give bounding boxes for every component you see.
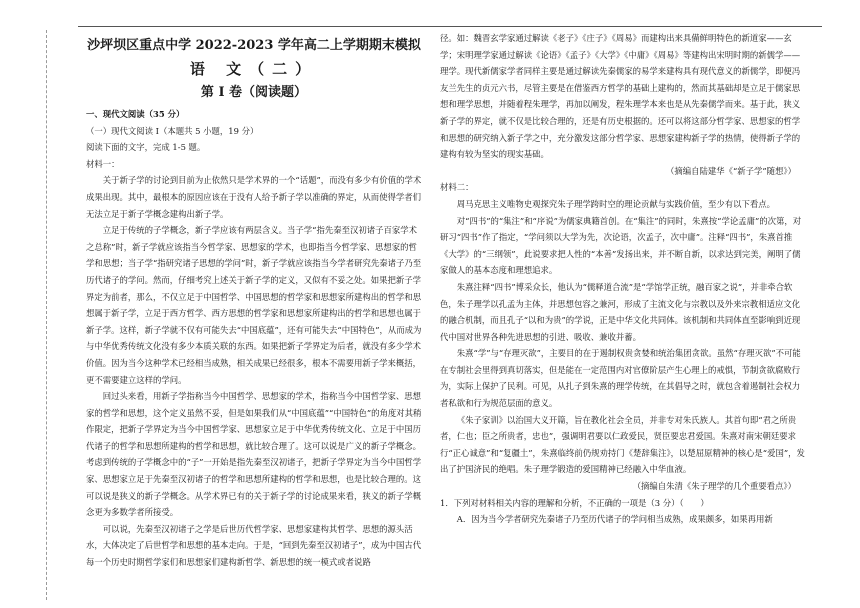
gutter-text xyxy=(6,40,40,580)
paragraph: 可以说，先秦至汉初诸子之学是后世历代哲学家、思想家建构其哲学、思想的源头活水，大体决定了后世哲学和思想的基本走向。于是，“回到先秦至汉初诸子”，成为中国古代每一个历史时期哲学家们和思想家们建构新哲学、新思想的统一模式或者说路 xyxy=(86,523,422,568)
paragraph: 对“四书”的“集注”和“序说”为儒家典籍首创。在“集注”的同时，朱熹按“学论孟庸”的次第，对研习“四书”作了指定，“学问须以大学为先，次论语，次孟子，次中庸”。注释“四书”，朱熹首推《大学》的“三纲领”，此说要求把人性的“本善”发扬出来，并不断自新，以求达到完美，阐明了儒家做人的基本态度和理想追求。 xyxy=(440,215,802,276)
paragraph: 朱熹“学”与“存理灭欲”，主要目的在于遏制权贵贪婪和统治集团贪欲。虽然“存理灭欲”不可能在专制社会里得到真切落实，但是能在一定范围内对官僚阶层产生心理上的戒惧，节制贪欲腐败行为，实际上保护了民利。可见，从扎子到朱熹的理学传统，在其倡导之时，就包含着遏制社会权力者私欲和行为规范层面的意义。 xyxy=(440,348,801,409)
volume-title: 第 I 卷（阅读题） xyxy=(200,85,308,100)
source-citation: （摘编自陆建华《“新子学”随想》） xyxy=(666,165,796,176)
subject-title: 语 文（二） xyxy=(189,60,319,78)
question-stem: 1．下列对材料相关内容的理解和分析，不正确的一项是（3 分）（ ） xyxy=(440,497,709,508)
left-column xyxy=(86,30,422,571)
section-heading: 一、现代文阅读（35 分） xyxy=(86,109,185,119)
binding-gutter xyxy=(0,0,74,608)
paragraph: 朱熹注释“四书”博采众长，他认为“儒释道合流”是“学馆学正统，融百家之说”，并非牵合软色，朱子理学以孔孟为主体，并思想包容之兼河，形成了主流文化与宗教以及外来宗教相适应文化的融合机制，而且孔子“以和为贵”的学说，正是中华文化共同体。该机制和共同体直至影响到近现代中国对世界各种先进思想的引进、吸收、兼收并蓄。 xyxy=(440,281,801,342)
binding-line xyxy=(46,30,47,600)
exam-title: 沙坪坝区重点中学 2022-2023 学年高二上学期期末模拟 xyxy=(87,38,421,53)
source-citation: （摘编自朱清《朱子理学的几个重要看点》） xyxy=(632,481,796,492)
question-option-a: A．因为当今学者研究先秦诸子乃至历代诸子的学问相当成熟，成果颇多，如果再用新 xyxy=(456,514,773,525)
instruction-text: 阅读下面的文字，完成 1-5 题。 xyxy=(86,142,206,153)
material-label: 材料一： xyxy=(86,158,120,169)
material-label: 材料二： xyxy=(440,182,474,193)
paragraph: 周马克思主义唯物史观探究朱子理学跨时空的理论贡献与实践价值，至少有以下看点。 xyxy=(456,198,776,209)
paragraph: 关于新子学的讨论到目前为止依然只是学术界的一个“话题”，而没有多少有价值的学术成果出现。其中，最根本的原因应该在于没有人给予新子学以准确的界定，从而使得学者们无法立足于新子学概念建构出新子学。 xyxy=(86,175,422,219)
subsection-heading: （一）现代文阅读 I（本题共 5 小题，19 分） xyxy=(86,125,259,136)
header-rule xyxy=(78,26,822,27)
paragraph: 径。如：魏晋玄学家通过解读《老子》《庄子》《周易》而建构出来具備鲜明特色的新道家——玄学；宋明理学家通过解读《论语》《孟子》《大学》《中庸》《周易》等建构出宋明时期的新儒学——理学。现代新儒家学者同样主要是通过解读先秦儒家的易学来建构具有现代意义的新儒学，即便冯友兰先生的贞元六书，尽管主要是在借鉴西方哲学的基础上建构的，然而其基础却是立足于儒家思想和理学思想，并随着程朱理学，再加以阐发，程朱理学本来也是从先秦儒学而来。基于此，狭义新子学的界定，就不仅是比较合理的，还是有历史根据的。还可以将这部分哲学家、思想家的哲学和思想的研究纳入新子学之中，充分激发这部分哲学家、思想家建构新子学的热情，使得新子学的建构有较为坚实的现实基础。 xyxy=(440,33,801,160)
right-column xyxy=(440,30,806,528)
paragraph: 回过头来看，用新子学指称当今中国哲学、思想家的学术，指称当今中国哲学家、思想家的哲学和思想，这个定义虽然不妥，但是如果我们从“中国底蕴”“中国特色”的角度对其稍作限定，把新子学界定为当今中国哲学家、思想家立足于中华优秀传统文化、立足于中国历代诸子的哲学和思想所建构的哲学和思想，就比较合理了。这可以说是广义的新子学概念。考虑到传统的子学概念中的“子”一开始是指先秦至汉初诸子，把新子学界定为当今中国哲学家、思想家立足于先秦至汉初诸子的哲学和思想所建构的哲学和思想，也是比较合理的。这可以说是狭义的新子学概念。从学术界已有的关于新子学的讨论成果来看，狭义的新子学概念更为多数学者所接受。 xyxy=(86,391,422,518)
paragraph: 《朱子家训》以治国大义开篇，旨在教化社会全员，并非专对朱氏族人。其首句即“君之所贵者，仁也；臣之所贵者，忠也”，强调明君要以仁政爱民，贤臣要忠君爱国。朱熹对南宋朝廷要求行“正心诚意”和“复疆土”，朱熹临终前仍规劝持门《楚辞集注》，以楚屈原精神的核心是“爱国”，发出了护国济民的绝唱。朱子理学锻造的爱国精神已经融入中华血液。 xyxy=(440,414,805,475)
paragraph: 立足于传统的子学概念，新子学应该有两层含义。当子学“指先秦至汉初诸子百家学术之总称”时，新子学就应该指当今哲学家、思想家的学术，也即指当今哲学家、思想家的哲学和思想；当子学“指研究诸子思想的学问”时，新子学就应该指当今学者研究先秦诸子乃至历代诸子的学问。然而，仔细考究上述关于新子学的定义，又似有不妥之处。如果把新子学界定为前者，那么，不仅立足于中国哲学、中国思想的哲学家和思想家所建构出的哲学和思想属于新子学，立足于西方哲学、西方思想的哲学家和思想家所建构出的哲学和思想也属于新子学。这样，新子学就不仅有可能失去“中国底蕴”，还有可能失去“中国特色”，从而成为与中华优秀传统文化没有多少本质关联的东西。如果把新子学界定为后者，就没有多少学术价值。因为当今这种学术已经相当成熟，相关成果已经很多，根本不需要用新子学来概括，更不需要建立这样的学问。 xyxy=(86,225,422,385)
